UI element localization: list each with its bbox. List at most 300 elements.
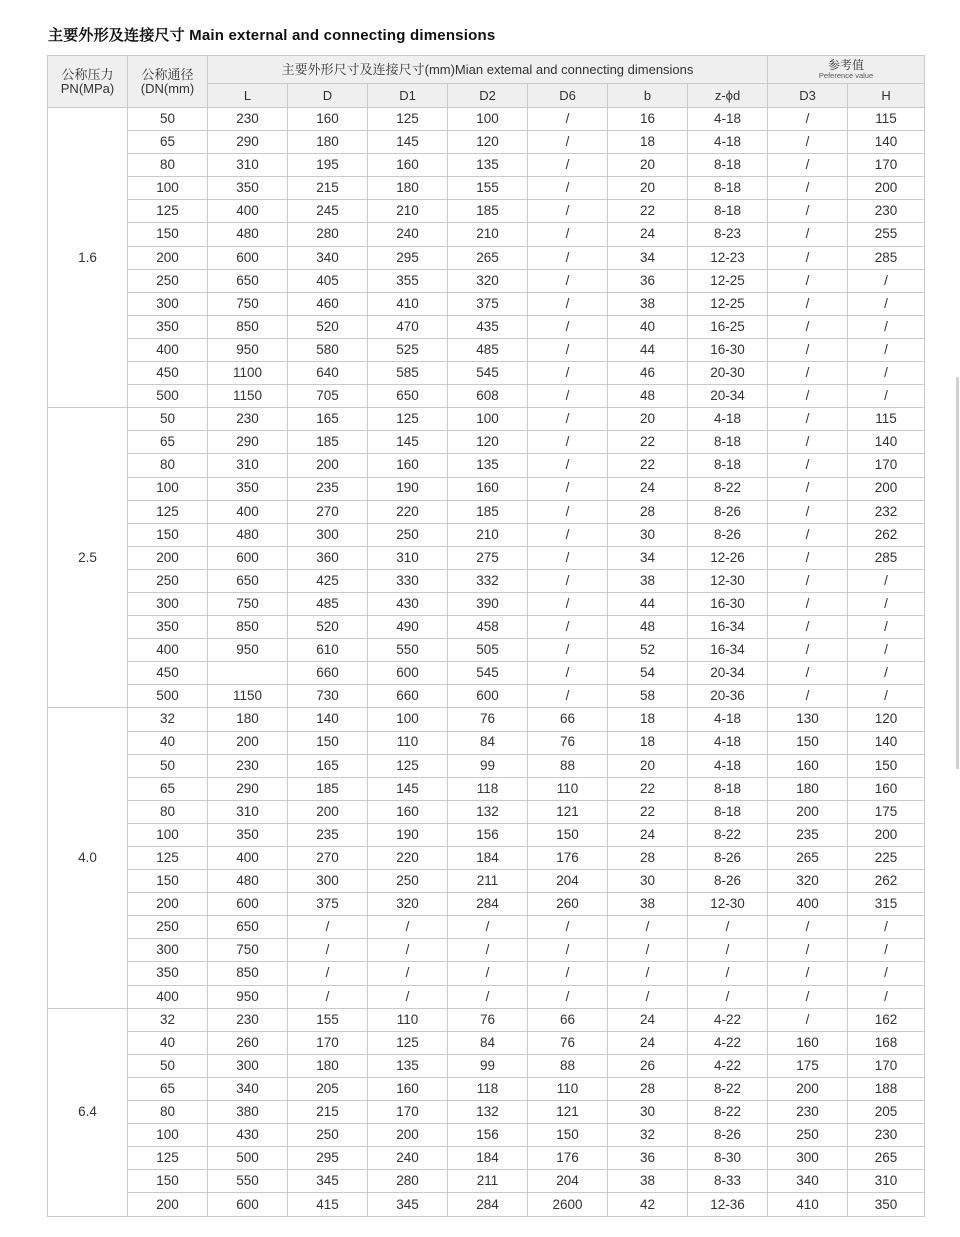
value-cell: /: [528, 246, 608, 269]
value-cell: 38: [608, 1170, 688, 1193]
dn-cell: 100: [128, 1124, 208, 1147]
table-row: [48, 616, 925, 639]
value-cell: 8-18: [688, 454, 768, 477]
value-cell: 176: [528, 847, 608, 870]
value-cell: 8-30: [688, 1147, 768, 1170]
dn-cell: 350: [128, 315, 208, 338]
value-cell: 42: [608, 1193, 688, 1217]
value-cell: 290: [208, 131, 288, 154]
value-cell: 22: [608, 800, 688, 823]
table-row: [48, 893, 925, 916]
value-cell: /: [528, 500, 608, 523]
value-cell: 52: [608, 639, 688, 662]
value-cell: 4-18: [688, 108, 768, 131]
dn-cell: 100: [128, 177, 208, 200]
value-cell: 230: [208, 408, 288, 431]
value-cell: 340: [768, 1170, 848, 1193]
value-cell: 4-18: [688, 131, 768, 154]
value-cell: 4-18: [688, 754, 768, 777]
value-cell: 730: [288, 685, 368, 708]
value-cell: 180: [208, 708, 288, 731]
value-cell: 8-22: [688, 823, 768, 846]
dn-cell: 32: [128, 1008, 208, 1031]
value-cell: 20: [608, 177, 688, 200]
value-cell: 580: [288, 338, 368, 361]
value-cell: /: [528, 269, 608, 292]
value-cell: /: [768, 523, 848, 546]
value-cell: /: [528, 223, 608, 246]
pressure-cell: 2.5: [48, 408, 128, 708]
value-cell: 310: [368, 546, 448, 569]
value-cell: 88: [528, 754, 608, 777]
dn-cell: 300: [128, 939, 208, 962]
value-cell: /: [848, 616, 925, 639]
value-cell: 16-34: [688, 639, 768, 662]
value-cell: 232: [848, 500, 925, 523]
value-cell: 215: [288, 177, 368, 200]
table-row: [48, 916, 925, 939]
table-row: [48, 546, 925, 569]
value-cell: 285: [848, 546, 925, 569]
value-cell: /: [768, 223, 848, 246]
value-cell: 30: [608, 870, 688, 893]
value-cell: 660: [288, 662, 368, 685]
value-cell: 345: [288, 1170, 368, 1193]
table-header: [48, 56, 925, 108]
value-cell: 160: [448, 477, 528, 500]
table-row: [48, 800, 925, 823]
value-cell: /: [768, 269, 848, 292]
value-cell: /: [528, 338, 608, 361]
pn-unit: PN(MPa): [60, 80, 115, 96]
value-cell: 8-22: [688, 477, 768, 500]
value-cell: 185: [288, 777, 368, 800]
value-cell: 24: [608, 1031, 688, 1054]
dn-cell: 250: [128, 916, 208, 939]
value-cell: 350: [208, 823, 288, 846]
value-cell: 132: [448, 800, 528, 823]
value-cell: /: [768, 592, 848, 615]
dn-cell: 32: [128, 708, 208, 731]
value-cell: 58: [608, 685, 688, 708]
value-cell: 310: [208, 454, 288, 477]
value-cell: 250: [368, 870, 448, 893]
value-cell: 185: [448, 500, 528, 523]
value-cell: 100: [368, 708, 448, 731]
value-cell: 28: [608, 500, 688, 523]
value-cell: 18: [608, 708, 688, 731]
value-cell: 480: [208, 523, 288, 546]
value-cell: /: [528, 523, 608, 546]
dn-cell: 400: [128, 639, 208, 662]
value-cell: 120: [448, 131, 528, 154]
value-cell: 135: [448, 154, 528, 177]
value-cell: 195: [288, 154, 368, 177]
value-cell: /: [768, 408, 848, 431]
value-cell: 16: [608, 108, 688, 131]
value-cell: 345: [368, 1193, 448, 1217]
value-cell: 340: [208, 1077, 288, 1100]
dn-cell: 200: [128, 893, 208, 916]
value-cell: 155: [288, 1008, 368, 1031]
value-cell: 66: [528, 1008, 608, 1031]
value-cell: 400: [208, 847, 288, 870]
value-cell: 320: [368, 893, 448, 916]
value-cell: 220: [368, 500, 448, 523]
dn-cell: 500: [128, 385, 208, 408]
value-cell: 265: [848, 1147, 925, 1170]
value-cell: 430: [368, 592, 448, 615]
table-row: [48, 523, 925, 546]
value-cell: 600: [448, 685, 528, 708]
value-cell: /: [608, 939, 688, 962]
value-cell: 400: [768, 893, 848, 916]
value-cell: 310: [208, 800, 288, 823]
table-row: [48, 731, 925, 754]
value-cell: 44: [608, 338, 688, 361]
value-cell: /: [768, 177, 848, 200]
table-row: [48, 385, 925, 408]
value-cell: 20: [608, 408, 688, 431]
value-cell: 125: [368, 108, 448, 131]
value-cell: 600: [368, 662, 448, 685]
value-cell: 8-18: [688, 177, 768, 200]
value-cell: /: [848, 685, 925, 708]
value-cell: 275: [448, 546, 528, 569]
value-cell: 24: [608, 223, 688, 246]
value-cell: 265: [768, 847, 848, 870]
value-cell: /: [288, 962, 368, 985]
value-cell: /: [768, 546, 848, 569]
value-cell: 150: [288, 731, 368, 754]
ref-label: 参考值: [828, 57, 865, 72]
value-cell: /: [768, 131, 848, 154]
value-cell: 210: [448, 223, 528, 246]
value-cell: /: [368, 962, 448, 985]
value-cell: /: [448, 939, 528, 962]
value-cell: 160: [768, 1031, 848, 1054]
value-cell: /: [608, 916, 688, 939]
value-cell: 284: [448, 1193, 528, 1217]
dn-cell: 100: [128, 477, 208, 500]
table-row: [48, 569, 925, 592]
value-cell: 500: [208, 1147, 288, 1170]
dn-cell: 50: [128, 408, 208, 431]
table-row: [48, 454, 925, 477]
value-cell: /: [768, 362, 848, 385]
value-cell: 12-25: [688, 269, 768, 292]
value-cell: 150: [528, 1124, 608, 1147]
table-row: [48, 1031, 925, 1054]
table-row: [48, 1101, 925, 1124]
column-header: z-ϕd: [688, 84, 768, 108]
dn-cell: 300: [128, 292, 208, 315]
dn-unit: (DN(mm): [140, 80, 195, 96]
value-cell: 320: [768, 870, 848, 893]
value-cell: /: [688, 985, 768, 1008]
dn-cell: 50: [128, 754, 208, 777]
value-cell: 176: [528, 1147, 608, 1170]
value-cell: /: [528, 385, 608, 408]
value-cell: 850: [208, 616, 288, 639]
value-cell: 320: [448, 269, 528, 292]
value-cell: /: [528, 362, 608, 385]
value-cell: 160: [368, 154, 448, 177]
value-cell: 1150: [208, 685, 288, 708]
value-cell: 230: [208, 108, 288, 131]
value-cell: 160: [848, 777, 925, 800]
value-cell: /: [688, 916, 768, 939]
value-cell: 30: [608, 1101, 688, 1124]
value-cell: /: [528, 292, 608, 315]
value-cell: 16-30: [688, 338, 768, 361]
value-cell: 76: [448, 708, 528, 731]
value-cell: 8-18: [688, 800, 768, 823]
value-cell: 650: [208, 916, 288, 939]
value-cell: 12-30: [688, 569, 768, 592]
value-cell: 110: [528, 1077, 608, 1100]
value-cell: 360: [288, 546, 368, 569]
value-cell: 205: [288, 1077, 368, 1100]
value-cell: 200: [288, 454, 368, 477]
value-cell: 24: [608, 477, 688, 500]
value-cell: 170: [848, 154, 925, 177]
table-row: [48, 870, 925, 893]
value-cell: 34: [608, 546, 688, 569]
value-cell: 156: [448, 823, 528, 846]
value-cell: 8-26: [688, 870, 768, 893]
value-cell: /: [768, 315, 848, 338]
value-cell: /: [768, 200, 848, 223]
value-cell: /: [768, 108, 848, 131]
pressure-cell: 4.0: [48, 708, 128, 1008]
value-cell: 28: [608, 847, 688, 870]
value-cell: 118: [448, 1077, 528, 1100]
value-cell: 28: [608, 1077, 688, 1100]
value-cell: 140: [848, 731, 925, 754]
value-cell: 12-30: [688, 893, 768, 916]
value-cell: /: [768, 477, 848, 500]
value-cell: 84: [448, 1031, 528, 1054]
value-cell: 211: [448, 1170, 528, 1193]
value-cell: 200: [768, 1077, 848, 1100]
value-cell: 425: [288, 569, 368, 592]
dn-cell: 350: [128, 616, 208, 639]
value-cell: 110: [528, 777, 608, 800]
value-cell: 950: [208, 985, 288, 1008]
value-cell: /: [768, 500, 848, 523]
value-cell: 332: [448, 569, 528, 592]
value-cell: 300: [208, 1054, 288, 1077]
value-cell: 400: [208, 500, 288, 523]
value-cell: /: [528, 200, 608, 223]
dn-cell: 100: [128, 823, 208, 846]
value-cell: 185: [448, 200, 528, 223]
value-cell: 99: [448, 754, 528, 777]
value-cell: 400: [208, 200, 288, 223]
value-cell: 121: [528, 800, 608, 823]
table-row: [48, 823, 925, 846]
pressure-cell: 6.4: [48, 1008, 128, 1216]
value-cell: 38: [608, 893, 688, 916]
value-cell: 300: [288, 870, 368, 893]
value-cell: 520: [288, 616, 368, 639]
value-cell: 8-18: [688, 777, 768, 800]
dn-cell: 125: [128, 1147, 208, 1170]
value-cell: 290: [208, 431, 288, 454]
table-row: [48, 685, 925, 708]
value-cell: 132: [448, 1101, 528, 1124]
value-cell: 490: [368, 616, 448, 639]
value-cell: /: [768, 962, 848, 985]
table-row: [48, 223, 925, 246]
value-cell: 1150: [208, 385, 288, 408]
value-cell: 205: [848, 1101, 925, 1124]
dn-cell: 65: [128, 777, 208, 800]
value-cell: 160: [288, 108, 368, 131]
dn-header: [128, 56, 208, 108]
value-cell: /: [448, 916, 528, 939]
column-header: D1: [368, 84, 448, 108]
value-cell: 150: [528, 823, 608, 846]
column-header: L: [208, 84, 288, 108]
value-cell: 485: [448, 338, 528, 361]
value-cell: 135: [368, 1054, 448, 1077]
value-cell: 160: [368, 1077, 448, 1100]
value-cell: 180: [288, 1054, 368, 1077]
value-cell: /: [528, 569, 608, 592]
table-row: [48, 269, 925, 292]
value-cell: 110: [368, 731, 448, 754]
dn-cell: 200: [128, 1193, 208, 1217]
value-cell: /: [768, 639, 848, 662]
value-cell: 150: [848, 754, 925, 777]
value-cell: 608: [448, 385, 528, 408]
value-cell: 46: [608, 362, 688, 385]
table-row: [48, 362, 925, 385]
value-cell: 260: [208, 1031, 288, 1054]
value-cell: /: [768, 662, 848, 685]
value-cell: 125: [368, 408, 448, 431]
value-cell: 8-33: [688, 1170, 768, 1193]
value-cell: 12-36: [688, 1193, 768, 1217]
value-cell: /: [768, 685, 848, 708]
value-cell: 188: [848, 1077, 925, 1100]
value-cell: 20-36: [688, 685, 768, 708]
page-title: 主要外形及连接尺寸 Main external and connecting dimensions: [48, 27, 496, 44]
value-cell: 405: [288, 269, 368, 292]
value-cell: 315: [848, 893, 925, 916]
table-row: [48, 708, 925, 731]
value-cell: 30: [608, 523, 688, 546]
table-row: [48, 592, 925, 615]
value-cell: 1100: [208, 362, 288, 385]
value-cell: 262: [848, 523, 925, 546]
table-row: [48, 777, 925, 800]
value-cell: 480: [208, 223, 288, 246]
value-cell: 8-26: [688, 1124, 768, 1147]
value-cell: /: [768, 292, 848, 315]
value-cell: /: [848, 385, 925, 408]
value-cell: /: [848, 985, 925, 1008]
value-cell: 8-22: [688, 1077, 768, 1100]
value-cell: 185: [288, 431, 368, 454]
value-cell: 280: [368, 1170, 448, 1193]
value-cell: 355: [368, 269, 448, 292]
value-cell: /: [528, 177, 608, 200]
value-cell: 230: [848, 200, 925, 223]
value-cell: 20-34: [688, 385, 768, 408]
column-header: H: [848, 84, 925, 108]
value-cell: /: [608, 962, 688, 985]
value-cell: 140: [848, 431, 925, 454]
value-cell: 310: [848, 1170, 925, 1193]
table-row: [48, 754, 925, 777]
table-row: [48, 662, 925, 685]
value-cell: 150: [768, 731, 848, 754]
value-cell: 235: [768, 823, 848, 846]
ref-label-en: Peference value: [818, 71, 874, 81]
table-row: [48, 177, 925, 200]
value-cell: 120: [448, 431, 528, 454]
dn-cell: 400: [128, 338, 208, 361]
value-cell: 115: [848, 408, 925, 431]
value-cell: 380: [208, 1101, 288, 1124]
value-cell: 220: [368, 847, 448, 870]
dn-cell: 80: [128, 1101, 208, 1124]
value-cell: 165: [288, 408, 368, 431]
value-cell: /: [768, 569, 848, 592]
value-cell: 215: [288, 1101, 368, 1124]
value-cell: /: [448, 985, 528, 1008]
value-cell: /: [288, 916, 368, 939]
value-cell: 250: [368, 523, 448, 546]
dn-cell: 200: [128, 246, 208, 269]
value-cell: /: [528, 916, 608, 939]
value-cell: 410: [368, 292, 448, 315]
value-cell: 350: [208, 177, 288, 200]
value-cell: /: [368, 916, 448, 939]
value-cell: 115: [848, 108, 925, 131]
value-cell: 8-26: [688, 500, 768, 523]
value-cell: 435: [448, 315, 528, 338]
value-cell: 460: [288, 292, 368, 315]
value-cell: 235: [288, 823, 368, 846]
value-cell: 550: [368, 639, 448, 662]
value-cell: 255: [848, 223, 925, 246]
value-cell: 76: [528, 731, 608, 754]
table-row: [48, 154, 925, 177]
value-cell: 36: [608, 269, 688, 292]
value-cell: /: [688, 962, 768, 985]
value-cell: 20: [608, 754, 688, 777]
dn-cell: 150: [128, 870, 208, 893]
value-cell: 34: [608, 246, 688, 269]
value-cell: 99: [448, 1054, 528, 1077]
value-cell: /: [768, 385, 848, 408]
value-cell: /: [848, 592, 925, 615]
value-cell: 100: [448, 408, 528, 431]
value-cell: 20-30: [688, 362, 768, 385]
dn-cell: 125: [128, 847, 208, 870]
value-cell: 170: [848, 1054, 925, 1077]
value-cell: 8-22: [688, 1101, 768, 1124]
value-cell: 250: [288, 1124, 368, 1147]
value-cell: 650: [208, 269, 288, 292]
dn-cell: 200: [128, 546, 208, 569]
dn-cell: 80: [128, 800, 208, 823]
value-cell: /: [848, 662, 925, 685]
